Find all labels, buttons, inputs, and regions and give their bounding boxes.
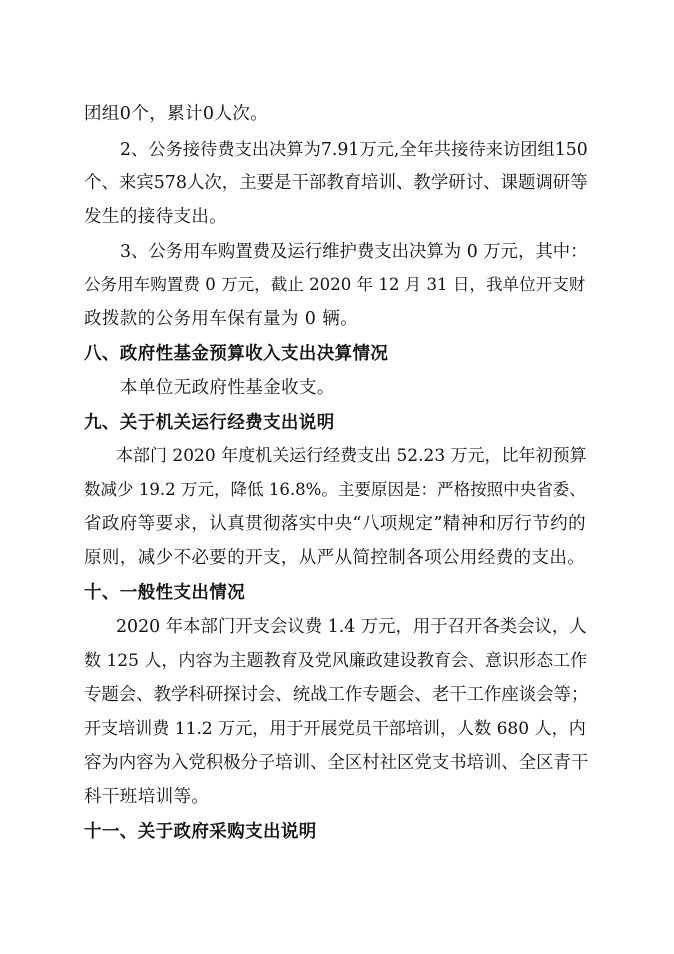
body-line: 本部门 2020 年度机关运行经费支出 52.23 万元，比年初预算 xyxy=(116,446,587,466)
body-line: 原则，减少不必要的开支，从严从简控制各项公用经费的支出。 xyxy=(84,548,586,568)
body-line: 开支培训费 11.2 万元，用于开展党员干部培训，人数 680 人，内 xyxy=(84,719,586,739)
section-heading: 十、一般性支出情况 xyxy=(84,583,246,603)
body-line: 2020 年本部门开支会议费 1.4 万元，用于召开各类会议，人 xyxy=(116,617,587,637)
body-line: 3、公务用车购置费及运行维护费支出决算为 0 万元，其中： xyxy=(120,242,588,262)
section-heading: 十一、关于政府采购支出说明 xyxy=(84,822,317,842)
body-line: 专题会、教学科研探讨会、统战工作专题会、老干工作座谈会等； xyxy=(84,685,589,705)
section-heading: 八、政府性基金预算收入支出决算情况 xyxy=(84,344,389,364)
body-line: 政拨款的公务用车保有量为 0 辆。 xyxy=(84,309,359,329)
body-line: 本单位无政府性基金收支。 xyxy=(120,378,335,398)
body-line: 团组0个，累计0人次。 xyxy=(84,104,269,124)
body-line: 容为内容为入党积极分子培训、全区村社区党支书培训、全区青干 xyxy=(84,753,589,773)
body-line: 数减少 19.2 万元，降低 16.8%。主要原因是：严格按照中央省委、 xyxy=(84,480,586,499)
body-line: 省政府等要求，认真贯彻落实中央“八项规定”精神和厉行节约的 xyxy=(84,514,586,534)
body-line: 公务用车购置费 0 万元，截止 2020 年 12 月 31 日，我单位开支财 xyxy=(84,275,586,294)
section-heading: 九、关于机关运行经费支出说明 xyxy=(84,413,335,433)
body-line: 个、来宾578人次，主要是干部教育培训、教学研讨、课题调研等 xyxy=(84,173,588,193)
body-line: 发生的接待支出。 xyxy=(84,207,228,227)
body-line: 数 125 人，内容为主题教育及党风廉政建设教育会、意识形态工作 xyxy=(84,651,588,671)
body-line: 科干班培训等。 xyxy=(84,787,210,807)
body-line: 2、公务接待费支出决算为7.91万元,全年共接待来访团组150 xyxy=(120,140,588,160)
